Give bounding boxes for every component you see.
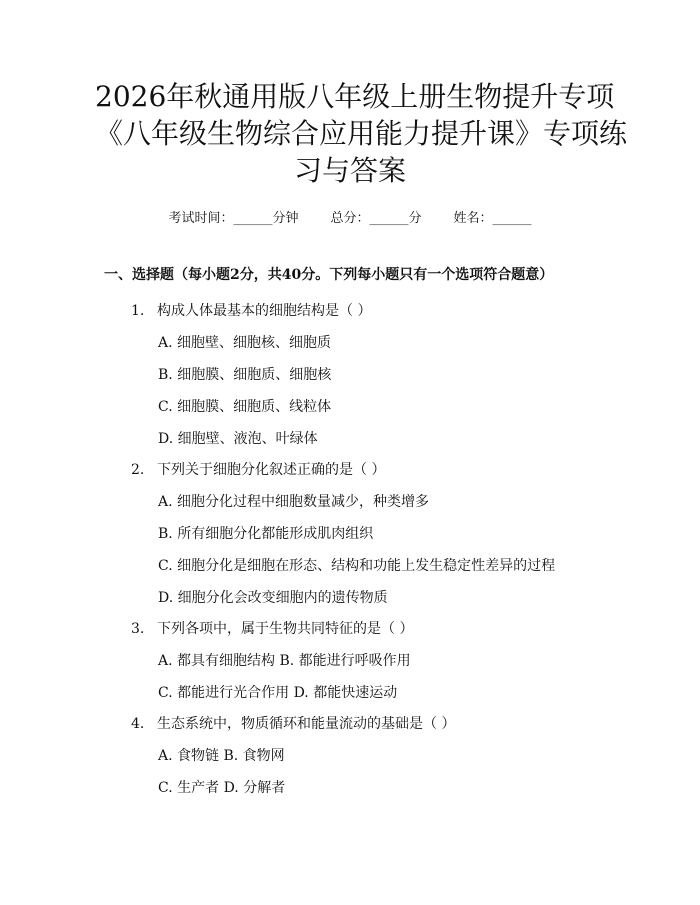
- title-line-1: 2026年秋通用版八年级上册生物提升专项: [95, 80, 615, 113]
- student-name: 姓名：______: [453, 211, 532, 226]
- question-number: 4.: [131, 716, 145, 732]
- question-4: [131, 713, 455, 733]
- question-text: 下列各项中，属于生物共同特征的是（ ）: [157, 621, 414, 637]
- question-text: 生态系统中，物质循环和能量流动的基础是（ ）: [157, 716, 456, 732]
- option-4ab: A. 食物链 B. 食物网: [158, 748, 285, 764]
- section-heading: 一、选择题（每小题2分，共40分。下列每小题只有一个选项符合题意）: [104, 267, 554, 283]
- exam-info: [0, 207, 700, 226]
- exam-time: 考试时间：______分钟: [168, 211, 299, 226]
- option-2c: C. 细胞分化是细胞在形态、结构和功能上发生稳定性差异的过程: [158, 558, 556, 574]
- question-3: [131, 618, 413, 638]
- question-number: 2.: [131, 462, 145, 478]
- total-score: 总分：______分: [330, 211, 422, 226]
- question-number: 3.: [131, 621, 145, 637]
- option-1c: C. 细胞膜、细胞质、线粒体: [158, 399, 332, 415]
- question-1: [131, 300, 371, 320]
- title-line-2: 《八年级生物综合应用能力提升课》专项练: [95, 117, 628, 150]
- question-number: 1.: [131, 303, 145, 319]
- option-3cd: C. 都能进行光合作用 D. 都能快速运动: [158, 685, 398, 701]
- title-line-3: 习与答案: [293, 154, 406, 187]
- option-1d: D. 细胞壁、液泡、叶绿体: [158, 431, 318, 447]
- option-1b: B. 细胞膜、细胞质、细胞核: [158, 367, 332, 383]
- option-2d: D. 细胞分化会改变细胞内的遗传物质: [158, 590, 388, 606]
- question-text: 下列关于细胞分化叙述正确的是（ ）: [157, 462, 386, 478]
- option-3ab: A. 都具有细胞结构 B. 都能进行呼吸作用: [158, 653, 411, 669]
- question-2: [131, 459, 385, 479]
- option-2b: B. 所有细胞分化都能形成肌肉组织: [158, 526, 374, 542]
- option-4cd: C. 生产者 D. 分解者: [158, 780, 286, 796]
- document-title: [95, 78, 628, 189]
- option-1a: A. 细胞壁、细胞核、细胞质: [158, 335, 332, 351]
- question-text: 构成人体最基本的细胞结构是（ ）: [157, 303, 372, 319]
- option-2a: A. 细胞分化过程中细胞数量减少，种类增多: [158, 494, 430, 510]
